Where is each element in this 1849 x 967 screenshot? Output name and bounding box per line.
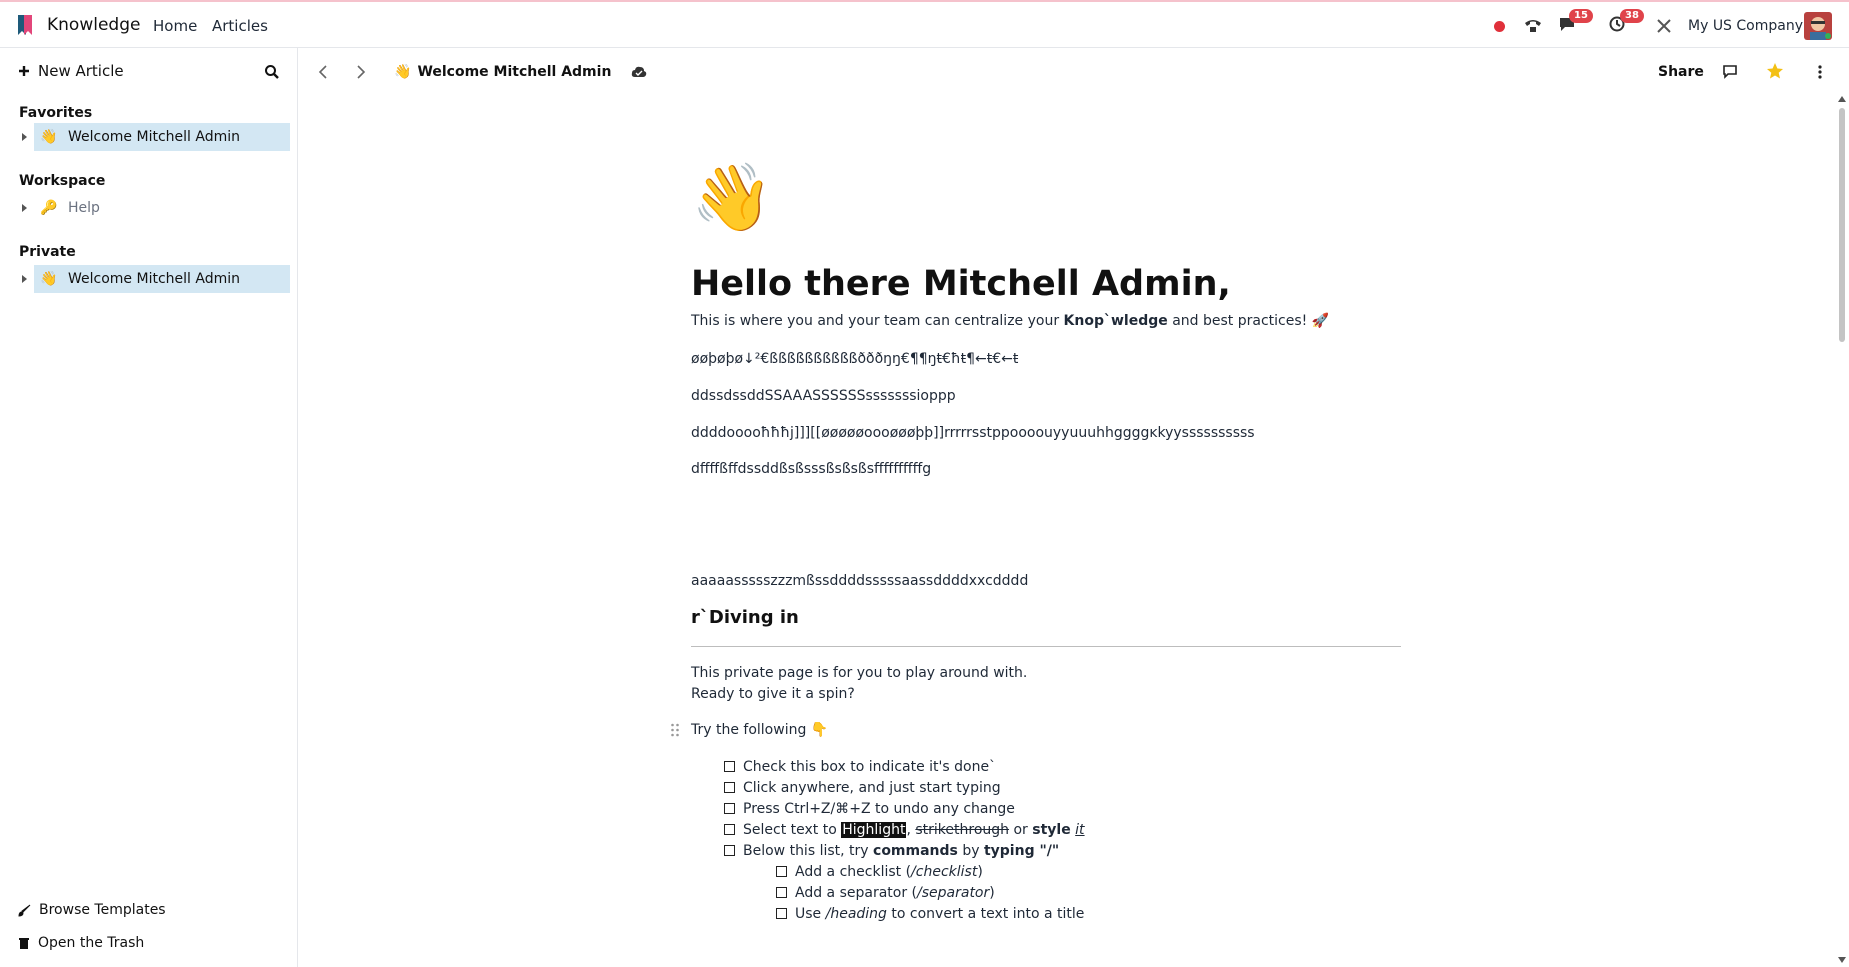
checklist-label: by bbox=[957, 843, 984, 859]
text-line[interactable]: øøþøþø↓²€ßßßßßßßßßßðððŋŋ€¶¶ŋŧ€ħŧ¶←ŧ€←ŧ bbox=[691, 351, 1019, 367]
drag-handle-icon[interactable] bbox=[670, 723, 680, 737]
sidebar-item-help[interactable] bbox=[34, 194, 290, 222]
messages-badge: 15 bbox=[1569, 9, 1593, 23]
checklist-label: , bbox=[906, 822, 916, 838]
checkbox[interactable] bbox=[776, 887, 787, 898]
new-article-button[interactable] bbox=[18, 62, 124, 80]
scroll-down-arrow-icon[interactable] bbox=[1838, 957, 1846, 963]
tools-icon[interactable] bbox=[1656, 2, 1672, 50]
checkbox[interactable] bbox=[724, 803, 735, 814]
checklist-item[interactable] bbox=[724, 757, 996, 777]
text-line[interactable]: dffffßffdssddßsßsssßsßsßsffffffffffg bbox=[691, 461, 932, 477]
search-icon[interactable] bbox=[264, 64, 280, 80]
new-article-label: New Article bbox=[38, 62, 124, 80]
workspace-title: Workspace bbox=[19, 173, 106, 189]
italic-text: /checklist bbox=[911, 864, 978, 880]
sidebar-item-favorite-welcome[interactable] bbox=[34, 123, 290, 151]
private-text-1[interactable]: This private page is for you to play around with. bbox=[691, 665, 1028, 681]
text-line[interactable]: ddddooooħħħj]]][[øøøøøoooøøøþþ]]rrrrrsstppoooouyyuuuhhggggĸkyyssssssssss bbox=[691, 425, 1255, 441]
plus-icon bbox=[18, 65, 30, 77]
bold-text: typing bbox=[983, 843, 1035, 859]
article-title[interactable]: Welcome Mitchell Admin bbox=[417, 64, 612, 80]
checkbox[interactable] bbox=[724, 845, 735, 856]
messages-icon[interactable] bbox=[1558, 2, 1588, 50]
checkbox[interactable] bbox=[724, 824, 735, 835]
checklist-label: Add a checklist ( bbox=[795, 864, 912, 880]
scrollbar[interactable] bbox=[1837, 100, 1847, 967]
checklist-label: Use bbox=[795, 906, 826, 922]
private-title: Private bbox=[19, 244, 76, 260]
caret-right-icon[interactable] bbox=[20, 132, 28, 142]
article-heading[interactable]: Hello there Mitchell Admin, bbox=[691, 264, 1231, 304]
activity-icon[interactable] bbox=[1609, 2, 1639, 50]
checklist-label: or bbox=[1009, 822, 1033, 838]
top-navbar bbox=[0, 0, 1849, 48]
section-heading[interactable]: r`Diving in bbox=[691, 607, 799, 628]
private-text-2[interactable]: Ready to give it a spin? bbox=[691, 686, 855, 702]
caret-right-icon[interactable] bbox=[20, 274, 28, 284]
sidebar bbox=[0, 48, 298, 967]
key-icon: 🔑 bbox=[40, 200, 58, 216]
app-name[interactable]: Knowledge bbox=[47, 15, 141, 35]
italic-text: /separator bbox=[917, 885, 990, 901]
knowledge-logo-icon[interactable] bbox=[16, 13, 34, 37]
comments-icon[interactable] bbox=[1722, 65, 1738, 79]
checklist-subitem[interactable] bbox=[776, 883, 995, 903]
italic-underline-text: it bbox=[1075, 822, 1085, 838]
italic-text: /heading bbox=[825, 906, 887, 922]
more-options-icon[interactable] bbox=[1818, 65, 1822, 79]
checkbox[interactable] bbox=[776, 866, 787, 877]
checklist-label: Press Ctrl+Z/⌘+Z to undo any change bbox=[743, 801, 1015, 817]
text-line[interactable]: ddssdssddSSAAASSSSSSsssssssioppp bbox=[691, 388, 956, 404]
strikethrough-text: strikethrough bbox=[915, 822, 1010, 838]
forward-arrow-icon[interactable] bbox=[356, 65, 366, 79]
checkbox[interactable] bbox=[724, 761, 735, 772]
share-button[interactable]: Share bbox=[1658, 64, 1704, 80]
wave-icon: 👋 bbox=[40, 271, 58, 287]
checklist-label: ) bbox=[977, 864, 983, 880]
wave-icon: 👋 bbox=[40, 129, 58, 145]
intro-paragraph[interactable] bbox=[691, 311, 1329, 331]
bold-text: commands bbox=[873, 843, 958, 859]
checklist-label: Below this list, try bbox=[743, 843, 874, 859]
sidebar-item-private-welcome[interactable] bbox=[34, 265, 290, 293]
checklist-subitem[interactable] bbox=[776, 904, 1084, 924]
article-emoji-icon[interactable]: 👋 bbox=[691, 159, 774, 236]
checklist-label: Click anywhere, and just start typing bbox=[743, 780, 1001, 796]
record-icon[interactable] bbox=[1494, 2, 1505, 50]
back-arrow-icon[interactable] bbox=[318, 65, 328, 79]
trash-icon bbox=[18, 937, 30, 950]
company-switcher[interactable]: My US Company bbox=[1688, 18, 1804, 34]
separator bbox=[691, 646, 1401, 647]
open-trash-link[interactable] bbox=[18, 935, 144, 951]
checklist-label: ) bbox=[989, 885, 995, 901]
breadcrumb bbox=[394, 64, 647, 80]
try-following[interactable]: Try the following 👇 bbox=[691, 722, 829, 738]
browse-templates-link[interactable] bbox=[18, 902, 166, 918]
bold-text: "/" bbox=[1034, 843, 1060, 859]
brush-icon bbox=[18, 904, 31, 917]
bold-text: style bbox=[1032, 822, 1071, 838]
checklist-subitem[interactable] bbox=[776, 862, 983, 882]
sidebar-item-label: Help bbox=[68, 200, 100, 216]
intro-bold: Knop`wledge bbox=[1063, 313, 1168, 329]
favorites-title: Favorites bbox=[19, 105, 93, 121]
highlight-text: Highlight bbox=[842, 822, 906, 838]
activity-badge: 38 bbox=[1620, 9, 1644, 23]
checklist-item[interactable] bbox=[724, 778, 1001, 798]
checklist-label: Select text to bbox=[743, 822, 842, 838]
checkbox[interactable] bbox=[724, 782, 735, 793]
star-icon[interactable] bbox=[1766, 62, 1784, 80]
checklist-item[interactable] bbox=[724, 820, 1085, 840]
text-line[interactable]: aaaaassssszzzmßssddddsssssaassddddxxcdddd bbox=[691, 573, 1029, 589]
phone-icon[interactable] bbox=[1524, 2, 1542, 50]
user-avatar[interactable] bbox=[1804, 2, 1832, 50]
nav-articles[interactable]: Articles bbox=[212, 17, 268, 35]
scroll-up-arrow-icon[interactable] bbox=[1838, 96, 1846, 102]
checklist-label: Add a separator ( bbox=[795, 885, 918, 901]
intro-text: This is where you and your team can centralize your bbox=[691, 313, 1064, 329]
cloud-saved-icon bbox=[631, 66, 647, 78]
browse-templates-label: Browse Templates bbox=[39, 902, 166, 918]
open-trash-label: Open the Trash bbox=[38, 935, 145, 951]
scroll-thumb[interactable] bbox=[1839, 108, 1845, 342]
checklist-label: Check this box to indicate it's done` bbox=[743, 759, 997, 775]
sidebar-item-label: Welcome Mitchell Admin bbox=[68, 129, 240, 145]
wave-icon: 👋 bbox=[394, 64, 412, 80]
sidebar-item-label: Welcome Mitchell Admin bbox=[68, 271, 240, 287]
checklist-item[interactable] bbox=[724, 799, 1015, 819]
nav-home[interactable]: Home bbox=[153, 17, 198, 35]
checkbox[interactable] bbox=[776, 908, 787, 919]
checklist-label: to convert a text into a title bbox=[886, 906, 1085, 922]
caret-right-icon[interactable] bbox=[20, 203, 28, 213]
checklist-item[interactable] bbox=[724, 841, 1059, 861]
intro-text-end: and best practices! 🚀 bbox=[1167, 313, 1330, 329]
article-header bbox=[298, 48, 1849, 98]
